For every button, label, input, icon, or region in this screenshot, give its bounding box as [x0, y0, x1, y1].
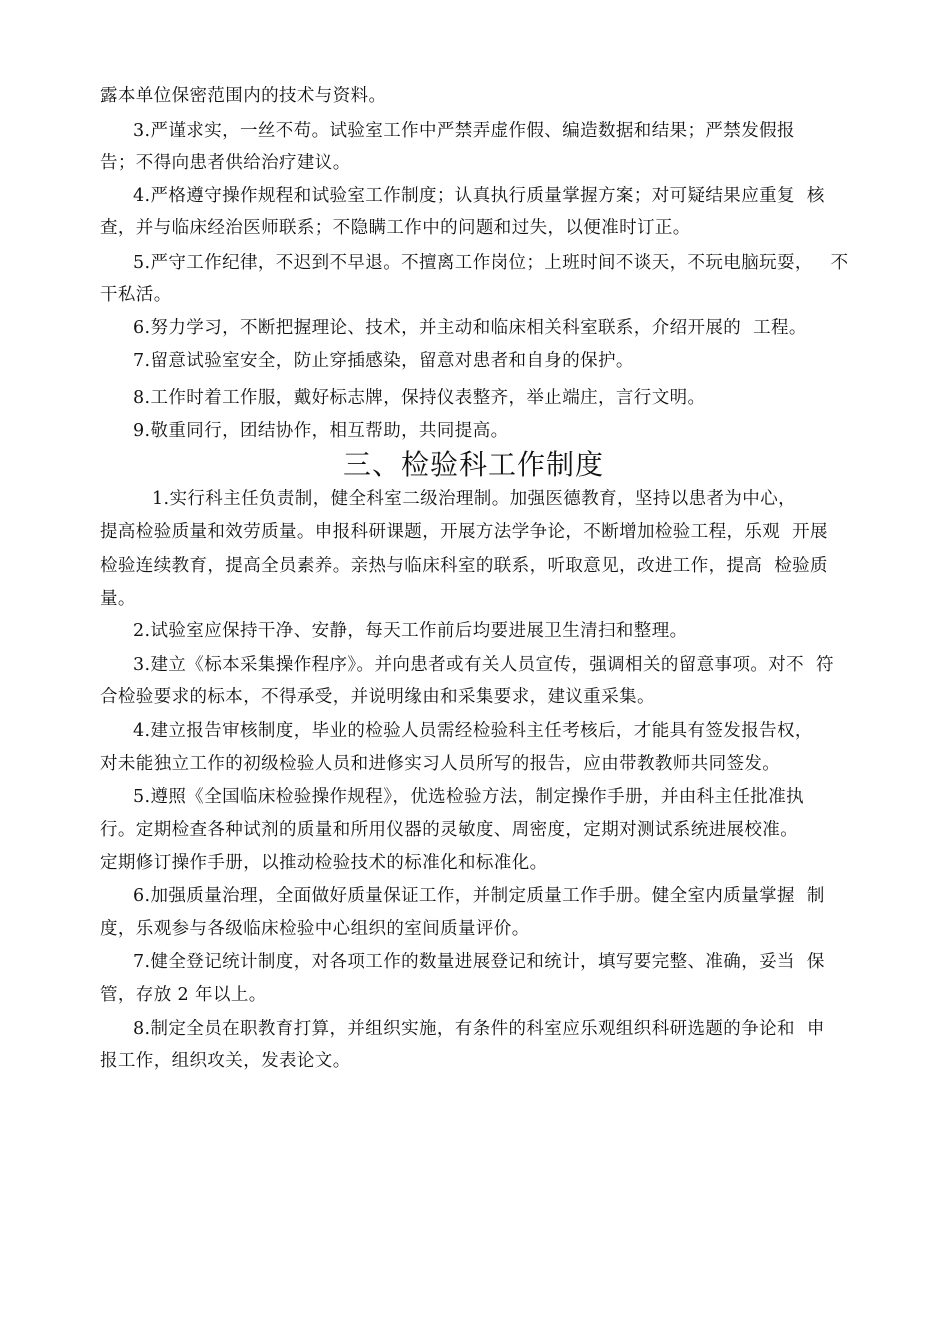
rule-line: 定期修订操作手册，以推动检验技术的标准化和标准化。 [100, 853, 548, 873]
section-heading: 三、检验科工作制度 [343, 448, 605, 481]
rule-line: 3.严谨求实，一丝不苟。试验室工作中严禁弄虚作假、编造数据和结果；严禁发假报 [133, 121, 795, 141]
rule-line: 8.工作时着工作服，戴好标志牌，保持仪表整齐，举止端庄，言行文明。 [133, 388, 706, 408]
rule-line: 6.加强质量治理，全面做好质量保证工作，并制定质量工作手册。健全室内质量掌握 制 [133, 886, 825, 906]
rule-line: 8.制定全员在职教育打算，并组织实施，有条件的科室应乐观组织科研选题的争论和 申 [133, 1019, 825, 1039]
rule-line: 5.遵照《全国临床检验操作规程》，优选检验方法，制定操作手册，并由科主任批准执 [133, 787, 805, 807]
rule-line: 对未能独立工作的初级检验人员和进修实习人员所写的报告，应由带教教师共同签发。 [100, 754, 781, 774]
rule-line: 7.健全登记统计制度，对各项工作的数量进展登记和统计，填写要完整、准确，妥当 保 [133, 952, 825, 972]
rule-line: 管，存放 2 年以上。 [100, 985, 267, 1005]
rule-line: 量。 [100, 589, 136, 609]
rule-line: 2.试验室应保持干净、安静，每天工作前后均要进展卫生清扫和整理。 [133, 621, 688, 641]
rule-line: 1.实行科主任负责制，健全科室二级治理制。加强医德教育，坚持以患者为中心， [152, 489, 796, 509]
rule-line: 5.严守工作纪律，不迟到不早退。不擅离工作岗位；上班时间不谈天，不玩电脑玩耍， 不 [133, 253, 849, 273]
rule-line: 6.努力学习，不断把握理论、技术，并主动和临床相关科室联系，介绍开展的 工程。 [133, 318, 807, 338]
rule-line: 9.敬重同行，团结协作，相互帮助，共同提高。 [133, 421, 509, 441]
rule-line: 7.留意试验室安全，防止穿插感染，留意对患者和自身的保护。 [133, 351, 634, 371]
rule-line: 检验连续教育，提高全员素养。亲热与临床科室的联系，听取意见，改进工作，提高 检验质 [100, 556, 828, 576]
rule-line: 提高检验质量和效劳质量。申报科研课题，开展方法学争论，不断增加检验工程，乐观 开展 [100, 522, 828, 542]
rule-line: 3.建立《标本采集操作程序》。并向患者或有关人员宣传，强调相关的留意事项。对不 符 [133, 655, 834, 675]
rule-line: 4.严格遵守操作规程和试验室工作制度；认真执行质量掌握方案；对可疑结果应重复 核 [133, 186, 825, 206]
rule-line: 报工作，组织攻关，发表论文。 [100, 1051, 351, 1071]
rule-line: 干私活。 [100, 285, 172, 305]
rule-line: 露本单位保密范围内的技术与资料。 [100, 86, 387, 106]
rule-line: 4.建立报告审核制度，毕业的检验人员需经检验科主任考核后，才能具有签发报告权， [133, 721, 813, 741]
rule-line: 合检验要求的标本，不得承受，并说明缘由和采集要求，建议重采集。 [100, 687, 655, 707]
rule-line: 度，乐观参与各级临床检验中心组织的室间质量评价。 [100, 919, 530, 939]
rule-line: 告；不得向患者供给治疗建议。 [100, 153, 351, 173]
rule-line: 行。定期检查各种试剂的质量和所用仪器的灵敏度、周密度，定期对测试系统进展校准。 [100, 820, 799, 840]
rule-line: 查，并与临床经治医师联系；不隐瞒工作中的问题和过失，以便准时订正。 [100, 218, 691, 238]
